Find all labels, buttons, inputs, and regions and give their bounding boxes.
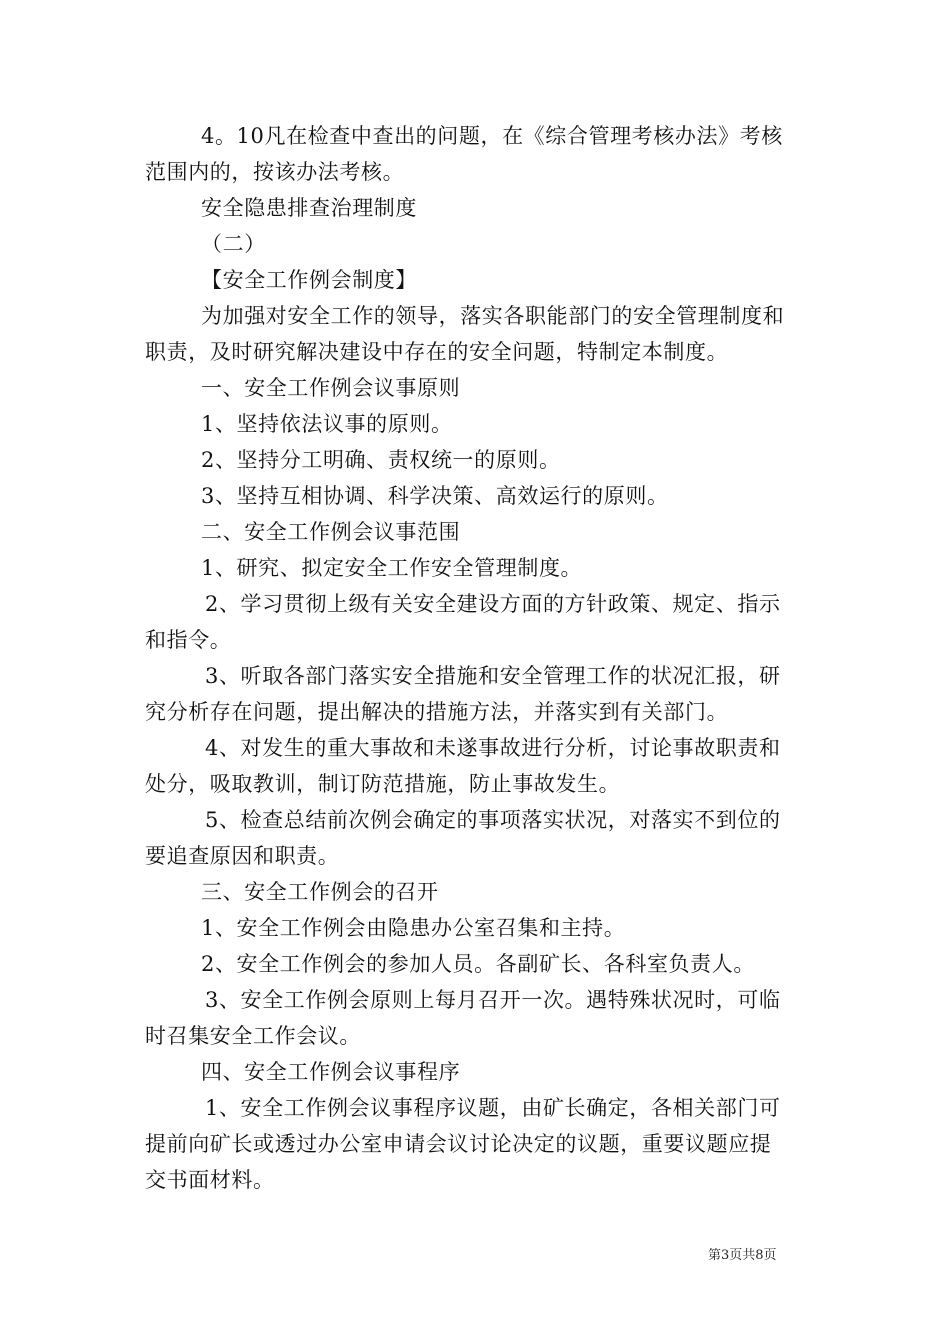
text-line: 4。10凡在检查中查出的问题，在《综合管理考核办法》考核 — [201, 124, 783, 148]
text-line: 处分，吸取教训，制订防范措施，防止事故发生。 — [145, 772, 621, 796]
section-number: （二） — [201, 232, 266, 256]
list-item: 3、安全工作例会原则上每月召开一次。遇特殊状况时，可临 — [205, 988, 781, 1012]
text-line: 提前向矿长或透过办公室申请会议讨论决定的议题，重要议题应提 — [145, 1132, 772, 1156]
page-number: 第3页共8页 — [708, 1248, 777, 1263]
list-item: 2、学习贯彻上级有关安全建设方面的方针政策、规定、指示 — [205, 592, 781, 616]
heading-line: 三、安全工作例会的召开 — [201, 880, 439, 904]
list-item: 1、安全工作例会由隐患办公室召集和主持。 — [201, 916, 626, 940]
list-item: 4、对发生的重大事故和未遂事故进行分析，讨论事故职责和 — [205, 736, 781, 760]
section-title: 安全隐患排查治理制度 — [201, 196, 417, 220]
list-item: 1、安全工作例会议事程序议题，由矿长确定，各相关部门可 — [205, 1096, 781, 1120]
text-line: 为加强对安全工作的领导，落实各职能部门的安全管理制度和 — [201, 304, 785, 328]
list-item: 5、检查总结前次例会确定的事项落实状况，对落实不到位的 — [205, 808, 781, 832]
text-line: 职责，及时研究解决建设中存在的安全问题，特制定本制度。 — [145, 340, 729, 364]
list-item: 3、坚持互相协调、科学决策、高效运行的原则。 — [201, 484, 669, 508]
list-item: 2、安全工作例会的参加人员。各副矿长、各科室负责人。 — [201, 952, 755, 976]
document-body — [145, 118, 810, 1198]
text-line: 究分析存在问题，提出解决的措施方法，并落实到有关部门。 — [145, 700, 729, 724]
heading-line: 二、安全工作例会议事范围 — [201, 520, 461, 544]
text-line: 范围内的，按该办法考核。 — [145, 160, 405, 184]
list-item: 2、坚持分工明确、责权统一的原则。 — [201, 448, 561, 472]
list-item: 1、坚持依法议事的原则。 — [201, 412, 453, 436]
heading-line: 四、安全工作例会议事程序 — [201, 1060, 461, 1084]
heading-line: 一、安全工作例会议事原则 — [201, 376, 461, 400]
text-line: 要追查原因和职责。 — [145, 844, 340, 868]
text-line: 时召集安全工作会议。 — [145, 1024, 361, 1048]
list-item: 1、研究、拟定安全工作安全管理制度。 — [201, 556, 583, 580]
text-line: 交书面材料。 — [145, 1168, 275, 1192]
subsection-title: 【安全工作例会制度】 — [201, 268, 417, 292]
list-item: 3、听取各部门落实安全措施和安全管理工作的状况汇报，研 — [205, 664, 781, 688]
text-line: 和指令。 — [145, 628, 232, 652]
